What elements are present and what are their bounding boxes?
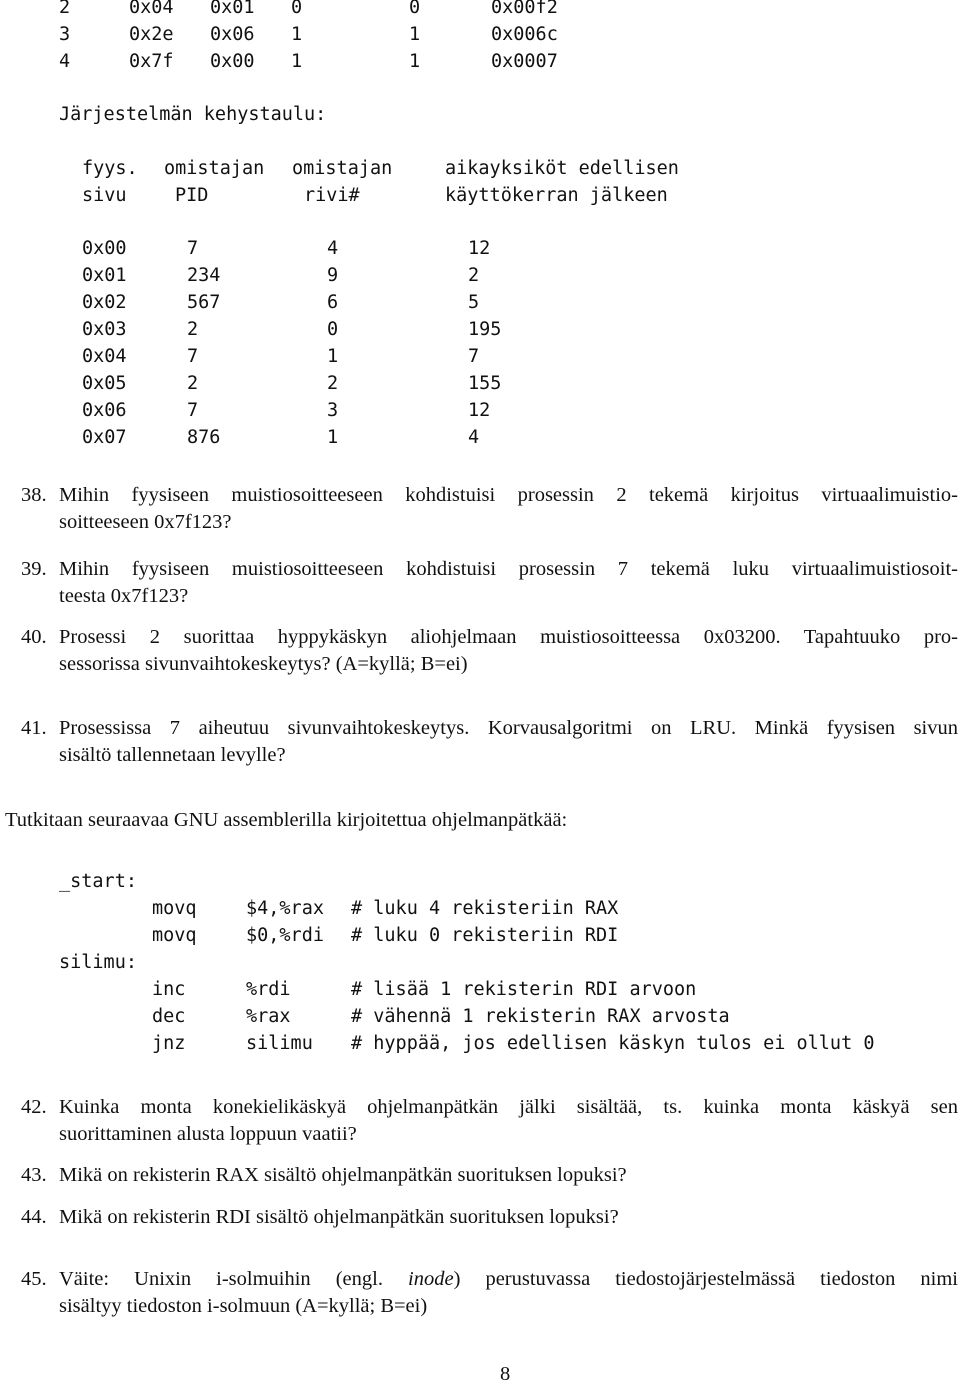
cell: 12 (468, 400, 491, 421)
code-comment: # hyppää, jos edellisen käskyn tulos ei ollut 0 (351, 1033, 875, 1054)
table-header-row (0, 155, 960, 182)
question-number: 38. (21, 484, 47, 506)
question-text: sessorissa sivunvaihtokeskeytys? (A=kyllä; B=ei) (59, 653, 468, 675)
code-args: %rdi (246, 979, 291, 1000)
cell: 7 (187, 238, 199, 259)
question-text: teesta 0x7f123? (59, 585, 189, 607)
cell: 2 (59, 0, 71, 18)
question-text-italic: inode (408, 1268, 454, 1290)
cell: 567 (187, 292, 221, 313)
question-text: sisältyy tiedoston i-solmuun (A=kyllä; B=ei) (59, 1295, 428, 1317)
cell: 0x7f (129, 51, 174, 72)
column-header: PID (175, 185, 209, 206)
table-row (0, 424, 960, 451)
code-comment: # lisää 1 rekisterin RDI arvoon (351, 979, 697, 1000)
cell: 1 (409, 24, 421, 45)
table-row (0, 397, 960, 424)
cell: 1 (291, 51, 303, 72)
cell: 7 (468, 346, 480, 367)
code-op: movq (152, 925, 197, 946)
question-text: Kuinka monta konekielikäskyä ohjelmanpätkän jälki sisältää, ts. kuinka monta käskyä sen (59, 1096, 958, 1118)
cell: 0x06 (82, 400, 127, 421)
cell: 7 (187, 346, 199, 367)
cell: 0x00 (82, 238, 127, 259)
column-header: rivi# (304, 185, 360, 206)
question-text: Prosessi 2 suorittaa hyppykäskyn aliohjelmaan muistiosoitteessa 0x03200. Tapahtuuko pro- (59, 626, 958, 648)
question-text: Mikä on rekisterin RDI sisältö ohjelmanpätkän suorituksen lopuksi? (59, 1206, 619, 1228)
question-number: 41. (21, 717, 47, 739)
page-number: 8 (500, 1363, 511, 1385)
code-args: %rax (246, 1006, 291, 1027)
question-number: 42. (21, 1096, 47, 1118)
cell: 4 (59, 51, 71, 72)
code-comment: # vähennä 1 rekisterin RAX arvosta (351, 1006, 730, 1027)
cell: 1 (327, 346, 339, 367)
code-comment: # luku 0 rekisteriin RDI (351, 925, 619, 946)
table-row (0, 316, 960, 343)
cell: 0x03 (82, 319, 127, 340)
cell: 12 (468, 238, 491, 259)
question-number: 40. (21, 626, 47, 648)
cell: 0x00 (210, 51, 255, 72)
question-text: sisältö tallennetaan levylle? (59, 744, 286, 766)
code-args: silimu (246, 1033, 313, 1054)
cell: 2 (327, 373, 339, 394)
code-op: movq (152, 898, 197, 919)
table-row (0, 262, 960, 289)
code-args: $4,%rax (246, 898, 324, 919)
cell: 4 (327, 238, 339, 259)
question-text: Mikä on rekisterin RAX sisältö ohjelmanpätkän suorituksen lopuksi? (59, 1164, 627, 1186)
cell: 0x2e (129, 24, 174, 45)
cell: 0x00f2 (491, 0, 558, 18)
column-header: sivu (82, 185, 127, 206)
table-row (0, 370, 960, 397)
question-text: Mihin fyysiseen muistiosoitteeseen kohdistuisi prosessin 2 tekemä kirjoitus virtuaalimuistio- (59, 484, 958, 506)
question-text: Prosessissa 7 aiheutuu sivunvaihtokeskeytys. Korvausalgoritmi on LRU. Minkä fyysisen sivun (59, 717, 958, 739)
table-row (0, 343, 960, 370)
table-row (0, 0, 960, 21)
table-row (0, 21, 960, 48)
question-number: 45. (21, 1268, 47, 1290)
table-row (0, 235, 960, 262)
cell: 0x04 (129, 0, 174, 18)
frame-table-title: Järjestelmän kehystaulu: (59, 104, 327, 125)
cell: 3 (327, 400, 339, 421)
intro-text: Tutkitaan seuraavaa GNU assemblerilla kirjoitettua ohjelmanpätkää: (5, 809, 568, 831)
cell: 876 (187, 427, 221, 448)
column-header: omistajan (164, 158, 265, 179)
question-text: soitteeseen 0x7f123? (59, 511, 232, 533)
code-label: silimu: (59, 952, 137, 973)
cell: 0x07 (82, 427, 127, 448)
cell: 0x01 (210, 0, 255, 18)
cell: 0x04 (82, 346, 127, 367)
code-args: $0,%rdi (246, 925, 324, 946)
cell: 0 (327, 319, 339, 340)
code-comment: # luku 4 rekisteriin RAX (351, 898, 619, 919)
question-text (59, 1266, 958, 1293)
column-header: aikayksiköt edellisen (445, 158, 679, 179)
cell: 0 (291, 0, 303, 18)
question-text: Mihin fyysiseen muistiosoitteeseen kohdistuisi prosessin 7 tekemä luku virtuaalimuistiosoit- (59, 558, 958, 580)
code-op: dec (152, 1006, 186, 1027)
cell: 1 (327, 427, 339, 448)
question-text: suorittaminen alusta loppuun vaatii? (59, 1123, 357, 1145)
cell: 1 (409, 51, 421, 72)
cell: 1 (291, 24, 303, 45)
cell: 0x02 (82, 292, 127, 313)
cell: 3 (59, 24, 71, 45)
cell: 0x0007 (491, 51, 558, 72)
question-text-part: Väite: Unixin i-solmuihin (engl. (59, 1268, 409, 1290)
code-label: _start: (59, 871, 137, 892)
cell: 155 (468, 373, 502, 394)
cell: 234 (187, 265, 221, 286)
cell: 4 (468, 427, 480, 448)
cell: 7 (187, 400, 199, 421)
cell: 0x006c (491, 24, 558, 45)
cell: 9 (327, 265, 339, 286)
table-header-row (0, 182, 960, 209)
cell: 0x05 (82, 373, 127, 394)
cell: 195 (468, 319, 502, 340)
cell: 0 (409, 0, 421, 18)
cell: 5 (468, 292, 480, 313)
table-row (0, 289, 960, 316)
column-header: käyttökerran jälkeen (445, 185, 668, 206)
question-number: 44. (21, 1206, 47, 1228)
cell: 2 (187, 319, 199, 340)
question-number: 39. (21, 558, 47, 580)
column-header: fyys. (82, 158, 138, 179)
cell: 2 (187, 373, 199, 394)
cell: 0x01 (82, 265, 127, 286)
cell: 0x06 (210, 24, 255, 45)
table-row (0, 48, 960, 75)
question-number: 43. (21, 1164, 47, 1186)
code-op: inc (152, 979, 186, 1000)
question-text-part: ) perustuvassa tiedostojärjestelmässä tiedoston nimi (453, 1268, 958, 1290)
cell: 2 (468, 265, 480, 286)
cell: 6 (327, 292, 339, 313)
code-op: jnz (152, 1033, 186, 1054)
column-header: omistajan (292, 158, 393, 179)
